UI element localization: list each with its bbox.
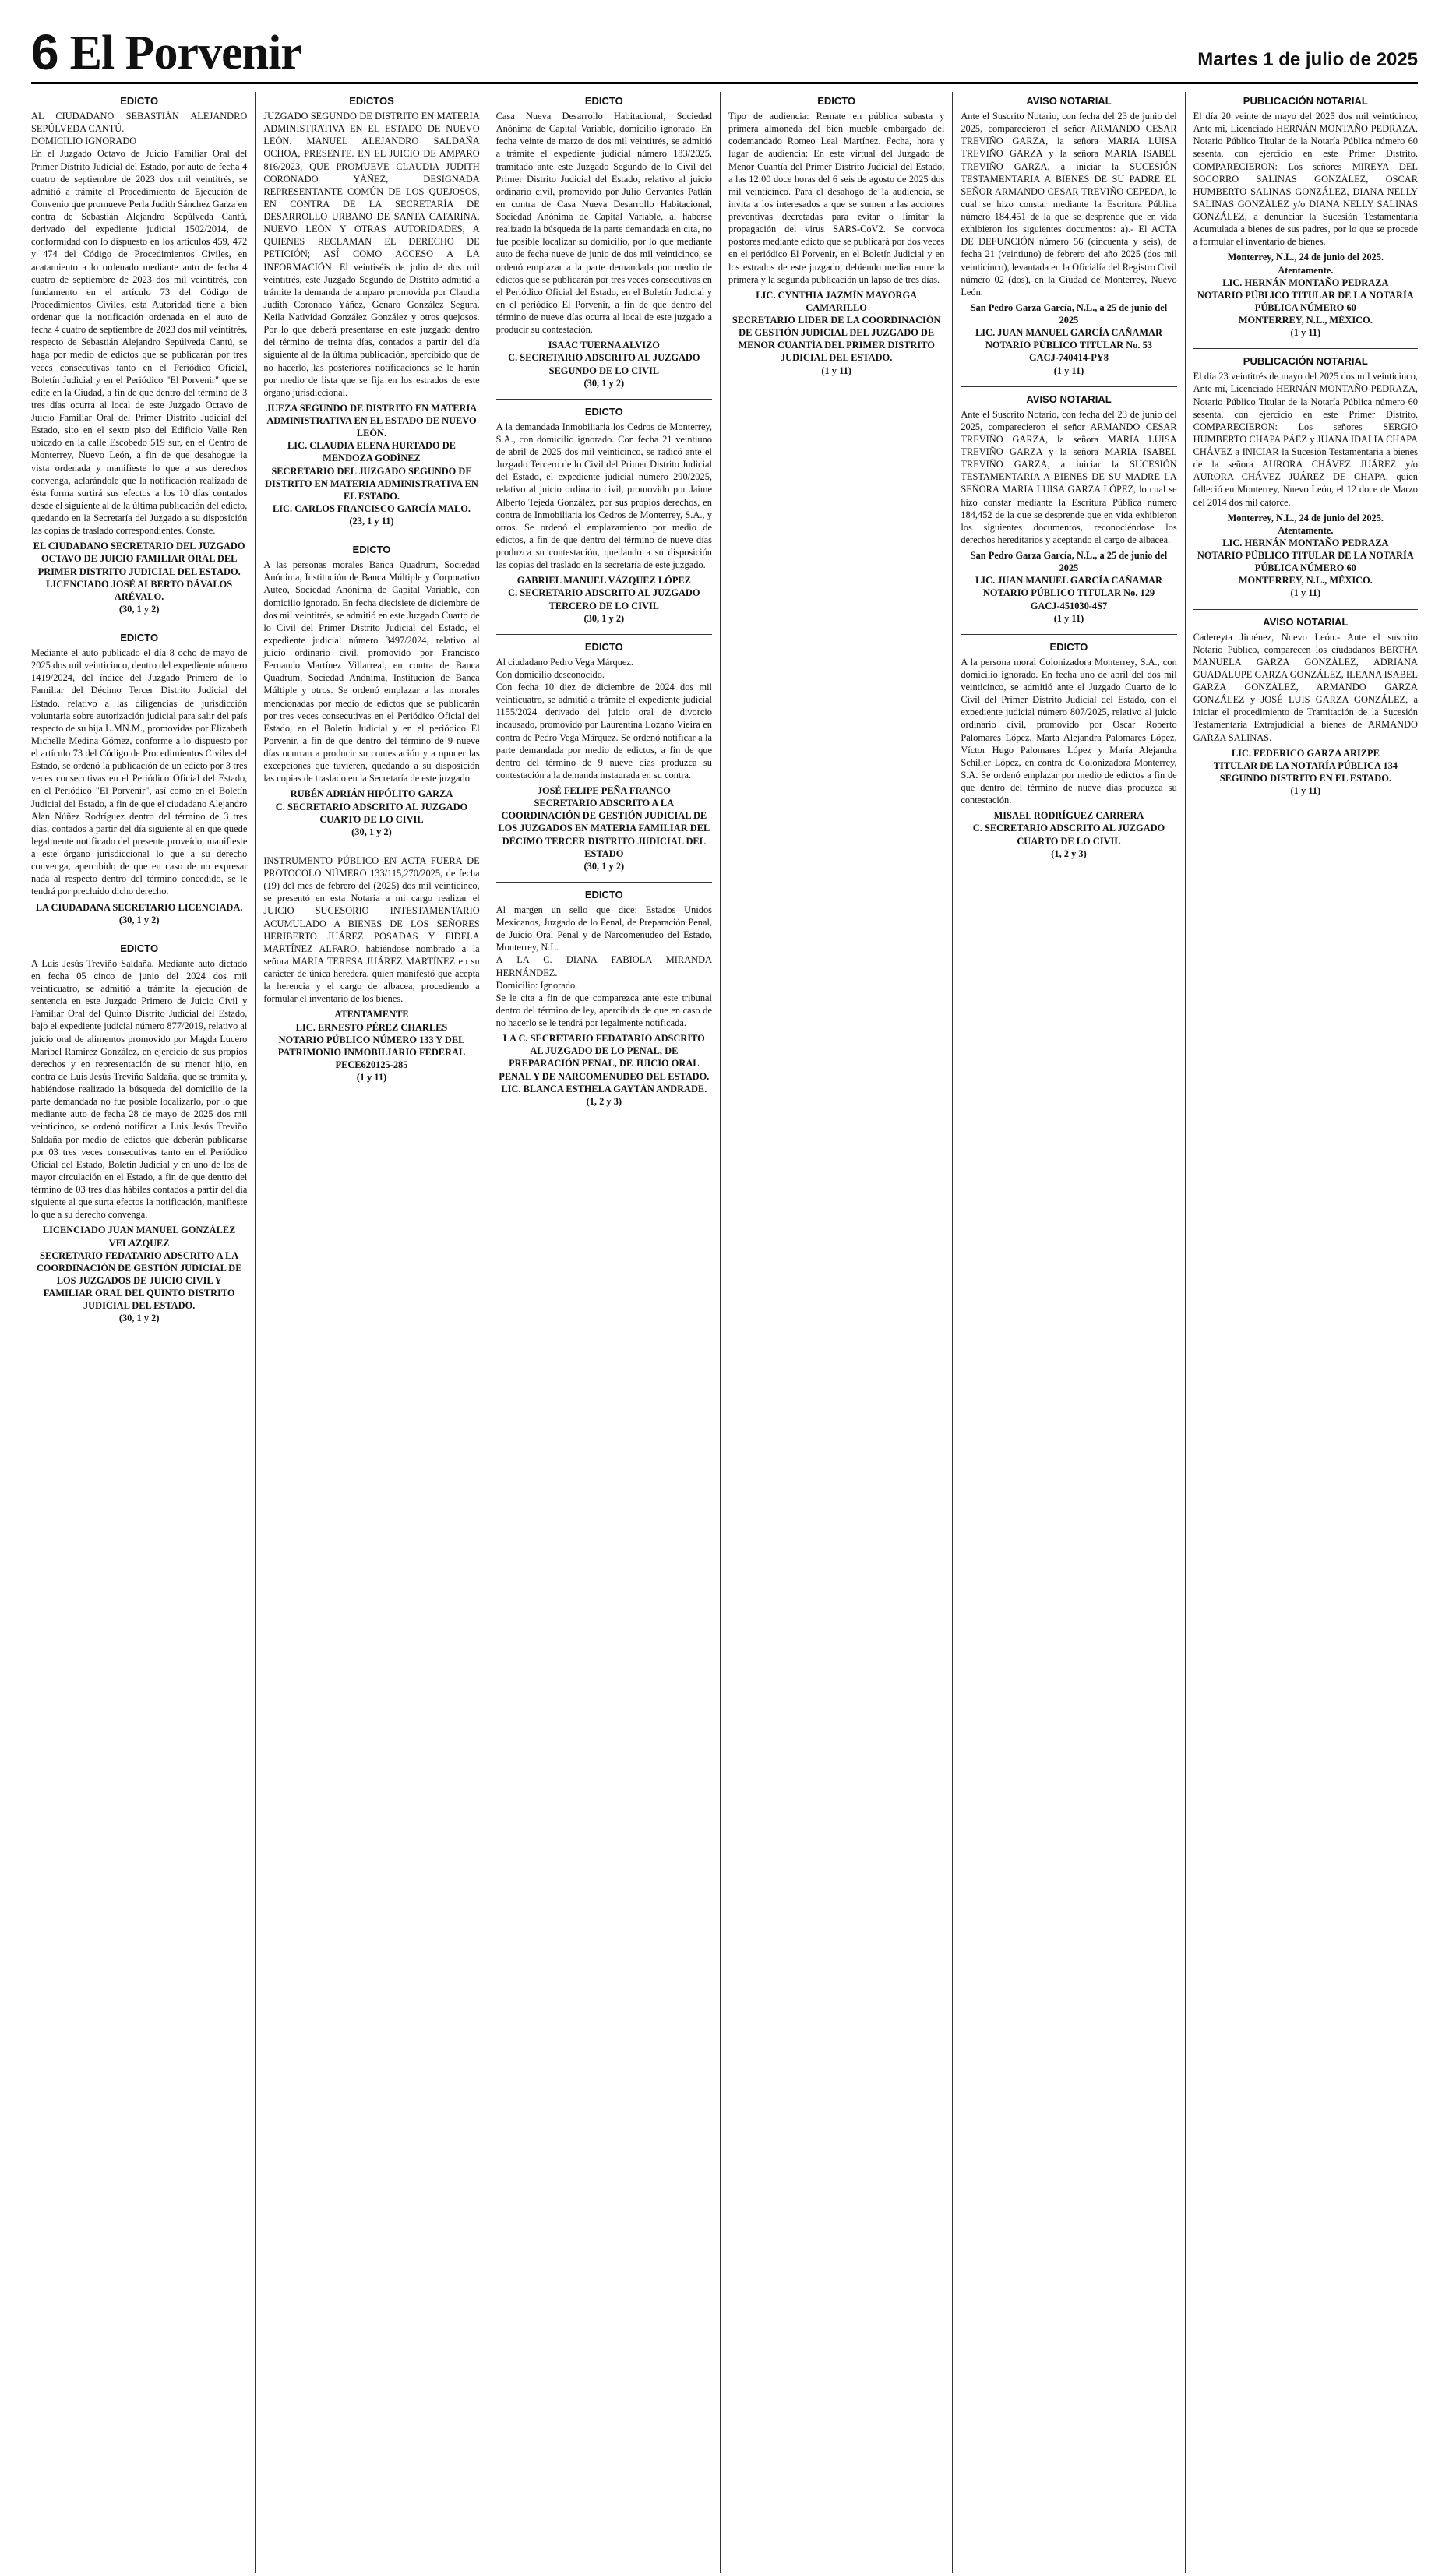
notice-body: Cadereyta Jiménez, Nuevo León.- Ante el suscrito Notario Público, comparecen los ciudadanos BERTHA MANUELA GARZA GONZÁLEZ, ADRIANA GUADALUPE GARZA GONZÁLEZ, ILEANA ISABEL GARZA GONZÁLEZ, ARMANDO GARZA GONZÁLEZ y JOSÉ LUIS GARZA GONZÁLEZ, a iniciar el procedimiento de Tramitación de la Sucesión Testamentaria Extrajudicial a bienes de ARMANDO GARZA SALINAS. xyxy=(1193,631,1418,743)
notice-title: AVISO NOTARIAL xyxy=(1026,95,1112,107)
legal-notice xyxy=(263,855,479,1084)
classifieds-columns xyxy=(31,92,1418,2573)
legal-notice xyxy=(263,95,479,527)
masthead-left xyxy=(31,24,301,80)
notice-title: EDICTO xyxy=(817,95,856,107)
column-5 xyxy=(961,92,1185,2573)
column-6 xyxy=(1193,92,1418,2573)
notice-title: EDICTO xyxy=(352,544,391,556)
notice-signature: LIC. CYNTHIA JAZMÍN MAYORGA CAMARILLO SECRETARIO LÍDER DE LA COORDINACIÓN DE GESTIÓN JUDICIAL DEL JUZGADO DE MENOR CUANTÍA DEL PRIMER DISTRITO JUDICIAL DEL ESTADO. (1 y 11) xyxy=(732,289,941,376)
notice-body: Al ciudadano Pedro Vega Márquez. Con domicilio desconocido. Con fecha 10 diez de diciembre de 2024 dos mil veinticuatro, se admitió a trámite el expediente judicial 1155/2024 derivado del juicio oral de divorcio incausado, promovido por Laurentina Lozano Vieira en contra de Pedro Vega Márquez. Se ordenó notificar a la parte demandada por medio de edictos, a fin de que dentro del término de 9 nueve días produzca su contestación a la demanda instaurada en su contra. xyxy=(495,656,712,781)
notice-title: AVISO NOTARIAL xyxy=(1026,393,1112,405)
page-number: 6 xyxy=(31,24,59,80)
notice-title: EDICTOS xyxy=(349,95,394,107)
notice-body: JUZGADO SEGUNDO DE DISTRITO EN MATERIA ADMINISTRATIVA EN EL ESTADO DE NUEVO LEÓN. MANUEL ALEJANDRO SALDAÑA OCHOA, PRESENTE. EN EL JUICIO DE AMPARO 816/2023, QUE PROMUEVE CLAUDIA JUDITH CORONADO YÁÑEZ, DESIGNADA REPRESENTANTE COMÚN DE LOS QUEJOSOS, EN CONTRA DE LA SECRETARÍA DE DESARROLLO URBANO DE SANTA CATARINA, NUEVO LEÓN Y OTRAS AUTORIDADES, A QUIENES RECLAMAN EL DERECHO DE PETICIÓN; ASÍ COMO ACCESO A LA INFORMACIÓN. El veintiséis de julio de dos mil veintitrés, este Juzgado Segundo de Distrito admitió a trámite la demanda de amparo promovida por Claudia Judith Coronado Yáñez, Genaro González Segura, Keila Natividad González González y otros quejosos. Por lo que deberá presentarse en este juzgado dentro del término de treinta días, contados a partir del día siguiente al de la última publicación, apercibido que de no hacerlo, las posteriores notificaciones se le harán por medio de lista que se fija en los estrados de este órgano jurisdiccional. xyxy=(263,111,480,398)
notice-divider xyxy=(961,386,1176,387)
notice-title: AVISO NOTARIAL xyxy=(1263,615,1349,628)
notice-body: A Luis Jesús Treviño Saldaña. Mediante auto dictado en fecha 05 cinco de junio del 2024 dos mil veinticuatro, se admitió a trámite la ejecución de sentencia en este Juzgado Primero de Juicio Civil y Familiar Oral del Quinto Distrito Judicial del Estado, bajo el expediente judicial número 877/2019, relativo al juicio oral de alimentos promovido por Magda Lucero Maribel Ramírez González, en ejercicio de sus propios derechos y en representación de su menor hijo, en contra de Luis Jesús Treviño Saldaña, que se tramita y, habiéndose realizado la búsqueda del domicilio de la parte demandada no fue posible localizarlo, por lo que mediante auto de fecha 28 de mayo de 2025 dos mil veinticinco, se ordenó notificar a Luis Jesús Treviño Saldaña por medio de edictos que deberán publicarse por 03 tres veces consecutivas tanto en el Periódico Oficial del Estado, Boletín Judicial y en uno de los de mayor circulación en el Estado, a fin de que dentro del término de 03 tres días hábiles contados a partir del día siguiente al que surta efectos la notificación, manifieste lo que a su derecho convenga. xyxy=(31,957,248,1221)
notice-signature: Monterrey, N.L., 24 de junio del 2025. Atentamente. LIC. HERNÁN MONTAÑO PEDRAZA NOTARIO PÚBLICO TITULAR DE LA NOTARÍA PÚBLICA NÚMERO 60 MONTERREY, N.L., MÉXICO. (1 y 11) xyxy=(1197,252,1414,339)
legal-notice xyxy=(961,641,1176,860)
notice-body: El día 20 veinte de mayo del 2025 dos mil veinticinco, Ante mí, Licenciado HERNÁN MONTAÑO PEDRAZA, Notario Público Titular de la Notaría Pública número 60 sesenta, con ejercicio en este Primer Distrito, COMPARECIERON: Los señores MIREYA DEL SOCORRO SALINAS GONZÁLEZ, OSCAR HUMBERTO SALINAS GONZÁLEZ, DIANA NELLY SALINAS GONZÁLEZ y/o DIANA NELLY SALINAS GONZÁLEZ, a denunciar la Sucesión Testamentaria Acumulada a bienes de sus padres, por lo que se procede a formular el inventario de bienes. xyxy=(1193,111,1418,248)
notice-body: El día 23 veintitrés de mayo del 2025 dos mil veinticinco, Ante mí, Licenciado HERNÁN MONTAÑO PEDRAZA, Notario Público Titular de la Notaría Pública número 60 sesenta, con ejercicio en este Primer Distrito, COMPARECIERON: Los señores SERGIO HUMBERTO CHAPA PÁEZ y JUANA IDALIA CHAPA CHÁVEZ a INICIAR la Sucesión Testamentaria a bienes de la señora AURORA CHÁVEZ JUÁREZ y/o AURORA CHÁVEZ JUÁREZ DE CHAPA, quien falleció en Monterrey, Nuevo León, el 12 doce de Marzo del 2014 dos mil catorce. xyxy=(1193,371,1418,508)
legal-notice xyxy=(961,393,1176,625)
legal-notice xyxy=(728,95,944,377)
legal-notice xyxy=(263,544,479,838)
notice-body: INSTRUMENTO PÚBLICO EN ACTA FUERA DE PROTOCOLO NÚMERO 133/115,270/2025, de fecha (19) del mes de febrero del (2025) dos mil veinticinco, se presentó en esta Notaría a mi cargo realizar el JUICIO SUCESORIO INTESTAMENTARIO ACUMULADO A BIENES DE LOS SEÑORES HERIBERTO JUÁREZ POSADAS Y FIDELA MARTÍNEZ ALFARO, habiéndose nombrado a la señora MARIA TERESA JUÁREZ MARTÍNEZ en su carácter de única heredera, quien manifestó que acepta la herencia y el cargo de albacea, procediendo a formular el inventario de los bienes. xyxy=(263,855,480,1005)
column-2 xyxy=(263,92,488,2573)
legal-notice xyxy=(496,406,712,625)
legal-notice xyxy=(961,95,1176,377)
notice-divider xyxy=(496,634,712,635)
legal-notice xyxy=(1193,95,1418,339)
notice-title: EDICTO xyxy=(120,95,159,107)
notice-signature: MISAEL RODRÍGUEZ CARRERA C. SECRETARIO ADSCRITO AL JUZGADO CUARTO DE LO CIVIL (1, 2 y 3) xyxy=(972,810,1165,859)
column-1 xyxy=(31,92,256,2573)
notice-title: EDICTO xyxy=(120,942,159,954)
notice-signature: ISAAC TUERNA ALVIZO C. SECRETARIO ADSCRITO AL JUZGADO SEGUNDO DE LO CIVIL (30, 1 y 2) xyxy=(508,340,700,389)
notice-signature: RUBÉN ADRIÁN HIPÓLITO GARZA C. SECRETARIO ADSCRITO AL JUZGADO CUARTO DE LO CIVIL (30, 1 y 2) xyxy=(275,788,468,837)
notice-title: EDICTO xyxy=(584,888,623,900)
notice-title: EDICTO xyxy=(584,95,623,107)
legal-notice xyxy=(31,95,247,615)
issue-date: Martes 1 de julio de 2025 xyxy=(1197,49,1418,70)
newspaper-logo: El Porvenir xyxy=(69,26,301,79)
column-3 xyxy=(496,92,721,2573)
notice-signature: ATENTAMENTE LIC. ERNESTO PÉREZ CHARLES NOTARIO PÚBLICO NÚMERO 133 Y DEL PATRIMONIO INMOBILIARIO FEDERAL PECE620125-285 (1 y 11) xyxy=(277,1009,466,1083)
legal-notice xyxy=(496,641,712,872)
notice-divider xyxy=(496,882,712,883)
legal-notice xyxy=(496,889,712,1108)
notice-divider xyxy=(961,634,1176,635)
legal-notice xyxy=(31,943,247,1325)
notice-body: A las personas morales Banca Quadrum, Sociedad Anónima, Institución de Banca Múltiple y Corporativo Auteo, Sociedad Anónima de Capital Variable, con domicilio ignorado. En fecha diecisiete de diciembre de dos mil veintitrés, se admitió en este Juzgado Cuarto de lo Civil del Primer Distrito Judicial del Estado, el expediente judicial número 3497/2024, relativo al juicio ordinario civil, promovido por Francisco Fernando Martínez Villarreal, en contra de Banca Quadrum, Sociedad Anónima, Institución de Banca Múltiple y otros. Se ordenó emplazar a las morales mencionadas por medio de edictos que se publicarán por tres veces consecutivas en el Periódico Oficial del Estado, en el Boletín Judicial y en el periódico El Porvenir, a fin de que dentro del término de 9 nueve días ocurran a producir su contestación y a oponer las excepciones que tuvieren, quedando a su disposición las copias de traslado en la Secretaría de este juzgado. xyxy=(263,559,480,784)
notice-body: Ante el Suscrito Notario, con fecha del 23 de junio del 2025, comparecieron el señor ARMANDO CESAR TREVIÑO GARZA, la señora MARIA LUISA TREVIÑO GARZA y la señora MARIA ISABEL TREVIÑO GARZA, a iniciar la SUCESIÓN TESTAMENTARIA A BIENES DE SU PADRE EL SEÑOR ARMANDO CESAR TREVIÑO CEPEDA, lo cual se hizo constar mediante la Escritura Pública número 184,451 de la que se desprende que en vida exhibieron los siguientes documentos: a).- El ACTA DE DEFUNCIÓN número 56 (cincuenta y seis), de fecha 21 (veintiuno) de febrero del año 2025 (dos mil veinticinco), levantada en la Oficialía del Registro Civil número 02 (dos), en la Ciudad de Monterrey, Nuevo León. xyxy=(961,111,1177,298)
notice-title: PUBLICACIÓN NOTARIAL xyxy=(1243,355,1368,368)
legal-notice xyxy=(1193,616,1418,798)
notice-body: Al margen un sello que dice: Estados Unidos Mexicanos, Juzgado de lo Penal, de Preparación Penal, de Juicio Oral Penal y de Narcomenudeo del Estado, Monterrey, N.L. A LA C. DIANA FABIOLA MIRANDA HERNÁNDEZ. Domicilio: Ignorado. Se le cita a fin de que comparezca ante este tribunal dentro del término de ley, apercibida de que en caso de no hacerlo se le tendrá por legalmente notificada. xyxy=(495,904,712,1028)
notice-signature: JOSÉ FELIPE PEÑA FRANCO SECRETARIO ADSCRITO A LA COORDINACIÓN DE GESTIÓN JUDICIAL DE LOS JUZGADOS EN MATERIA FAMILIAR DEL DÉCIMO TERCER DISTRITO JUDICIAL DEL ESTADO (30, 1 y 2) xyxy=(498,785,710,872)
notice-title: EDICTO xyxy=(584,405,623,418)
legal-notice xyxy=(496,95,712,389)
notice-signature: San Pedro Garza García, N.L., a 25 de junio del 2025 LIC. JUAN MANUEL GARCÍA CAÑAMAR NOTARIO PÚBLICO TITULAR No. 129 GACJ-451030-4S7 (1 y 11) xyxy=(970,550,1168,624)
notice-signature: LA CIUDADANA SECRETARIO LICENCIADA. (30, 1 y 2) xyxy=(35,901,243,925)
notice-signature: LICENCIADO JUAN MANUEL GONZÁLEZ VELAZQUEZ SECRETARIO FEDATARIO ADSCRITO A LA COORDINACIÓN DE GESTIÓN JUDICIAL DE LOS JUZGADOS DE JUICIO CIVIL Y FAMILIAR ORAL DEL QUINTO DISTRITO JUDICIAL DEL ESTADO. (30, 1 y 2) xyxy=(36,1225,242,1324)
notice-body: Ante el Suscrito Notario, con fecha del 23 de junio del 2025, comparecieron el señor ARMANDO CESAR TREVIÑO GARZA, la señora MARIA LUISA TREVIÑO GARZA y la señora MARIA ISABEL TREVIÑO GARZA, a iniciar la SUCESIÓN TESTAMENTARIA A BIENES DE SU MADRE LA SEÑORA MARIA LUISA GARZA LÓPEZ, lo cual se hizo constar mediante la Escritura Pública número 184,452 de la que se desprende que en vida exhibieron los siguientes documentos, reconociéndose los derechos hereditarios y aceptando el cargo de albacea. xyxy=(961,408,1177,545)
notice-signature: EL CIUDADANO SECRETARIO DEL JUZGADO OCTAVO DE JUICIO FAMILIAR ORAL DEL PRIMER DISTRITO JUDICIAL DEL ESTADO. LICENCIADO JOSÉ ALBERTO DÁVALOS ARÉVALO. (30, 1 y 2) xyxy=(33,541,245,615)
notice-signature: GABRIEL MANUEL VÁZQUEZ LÓPEZ C. SECRETARIO ADSCRITO AL JUZGADO TERCERO DE LO CIVIL (30, 1 y 2) xyxy=(508,575,700,624)
notice-title: EDICTO xyxy=(120,632,159,643)
column-4 xyxy=(728,92,953,2573)
notice-signature: Monterrey, N.L., 24 de junio del 2025. Atentamente. LIC. HERNÁN MONTAÑO PEDRAZA NOTARIO PÚBLICO TITULAR DE LA NOTARÍA PÚBLICA NÚMERO 60 MONTERREY, N.L., MÉXICO. (1 y 11) xyxy=(1197,512,1414,599)
notice-body: A la demandada Inmobiliaria los Cedros de Monterrey, S.A., con domicilio ignorado. Con fecha 21 veintiuno de abril de 2025 dos mil veinticinco, se radicó ante el Juzgado Tercero de lo Civil del Primer Distrito Judicial del Estado, el expediente judicial número 290/2025, relativo al juicio ordinario civil, promovido por Jaime Alberto Tejeda González, por sus propios derechos, en contra de Inmobiliaria los Cedros de Monterrey, S.A., y otros. Se ordenó el emplazamiento por medio de edictos, a fin de que dentro del término de nueve días produzca su contestación, quedando a su disposición las copias del traslado en la secretaría de este juzgado. xyxy=(495,421,712,571)
notice-body: Mediante el auto publicado el día 8 ocho de mayo de 2025 dos mil veinticinco, dentro del expediente número 1419/2024, del índice del Juzgado Primero de lo Familiar del Décimo Tercer Distrito Judicial del Estado, relativo a las diligencias de jurisdicción voluntaria sobre autorización judicial para salir del país respecto de su hija L.MN.M., promovidas por Elizabeth Michelle Medina Gómez, conforme a lo dispuesto por el artículo 73 del Código de Procedimientos Civiles del Estado, se ordenó la publicación de un edicto por 3 tres veces consecutivas en el Periódico Oficial del Estado, en el Periódico "El Porvenir", así como en el Boletín Judicial del Estado, a fin de que el ciudadano Alejandro Alan Núñez Rodríguez dentro del término de 3 tres días, contados a partir del día siguiente al en que quede legalmente notificado del presente proveído, manifieste a este órgano jurisdiccional lo que a su derecho convenga, apercibido de que en caso de no expresar nada al respecto dentro del término concedido, se le tendrá por precluido dicho derecho. xyxy=(31,647,248,897)
notice-title: EDICTO xyxy=(584,640,623,653)
legal-notice xyxy=(1193,355,1418,599)
notice-signature: LA C. SECRETARIO FEDATARIO ADSCRITO AL JUZGADO DE LO PENAL, DE PREPARACIÓN PENAL, DE JUICIO ORAL PENAL Y DE NARCOMENUDEO DEL ESTADO. LIC. BLANCA ESTHELA GAYTÁN ANDRADE. (1, 2 y 3) xyxy=(499,1033,710,1107)
notice-body: Tipo de audiencia: Remate en pública subasta y primera almoneda del bien mueble embargado del codemandado Romeo Leal Martínez. Fecha, hora y lugar de audiencia: En este virtual del Juzgado de Menor Cuantía del Primer Distrito Judicial del Estado, a las 12:00 doce horas del 6 seis de agosto de 2025 dos mil veinticinco. Para el desahogo de la audiencia, se invita a los interesados a que se sumen a las acciones preventivas decretadas para evitar o limitar la propagación del virus SARS-CoV2. Se convoca postores mediante edicto que se publicará por dos veces en el periódico El Porvenir, en el Boletín Judicial y en los estrados de este juzgado, debiendo mediar entre la primera y la segunda publicación un lapso de tres días. xyxy=(728,111,945,285)
masthead xyxy=(31,0,1418,84)
notice-body: A la persona moral Colonizadora Monterrey, S.A., con domicilio ignorado. En fecha uno de abril del dos mil veinticinco, se admitió ante el Juzgado Cuarto de lo Civil del Primer Distrito Judicial del Estado, con el expediente judicial número 807/2025, relativo al juicio ordinario civil, promovido por Oscar Roberto Palomares López, Marta Alejandra Palomares López, Víctor Hugo Palomares López y María Alejandra Schiller López, en contra de Colonizadora Monterrey, S.A. Se ordenó emplazar por medio de edictos a fin de que dentro del término de nueve días produzca su contestación. xyxy=(961,656,1177,806)
legal-notice xyxy=(31,632,247,926)
notice-body: AL CIUDADANO SEBASTIÁN ALEJANDRO SEPÚLVEDA CANTÚ. DOMICILIO IGNORADO En el Juzgado Octavo de Juicio Familiar Oral del Primer Distrito Judicial del Estado, por auto de fecha 4 cuatro de septiembre de 2023 dos mil veintitrés, se admitió a trámite el Procedimiento de Ejecución de Convenio que promueve Perla Judith Sánchez Garza en contra de Sebastián Alejandro Sepúlveda Cantú, derivado del expediente judicial 1502/2014, de conformidad con lo dispuesto en los artículos 459, 472 y 474 del Código de Procedimientos Civiles, en acatamiento a lo ordenado mediante auto de fecha 4 cuatro de septiembre de 2023 dos mil veintitrés, con fundamento en el artículo 73 del Código de Procedimientos Civiles, esta Autoridad tiene a bien ordenar que la notificación ordenada en el auto de fecha 4 cuatro de septiembre de 2023 dos mil veintitrés, respecto de Sebastián Alejandro Sepúlveda Cantú, se haga por medio de edictos que se publicarán por tres veces consecutivas tanto en el Periódico Oficial, Boletín Judicial y en el Periódico "El Porvenir" que se edite en la Ciudad, a fin de que dentro del término de 3 tres días ocurra al local de este Juzgado Octavo de Juicio Familiar Oral del Primer Distrito Judicial del Estado, sito en el sexto piso del Edificio Valle Ren ubicado en la calle Escobedo 519 sur, en el Centro de Monterrey, Nuevo León, a fin de que desahogue la vista ordenada y manifieste lo que a sus derechos convenga, aclarándole que la notificación realizada de ésta forma surtirá sus efectos a los 10 días contados desde el siguiente al de la última publicación del edicto, quedando en la Secretaría del Juzgado a su disposición las copias de traslado correspondientes. Conste. xyxy=(31,111,248,537)
notice-title: EDICTO xyxy=(1049,640,1088,653)
notice-signature: San Pedro Garza García, N.L., a 25 de junio del 2025 LIC. JUAN MANUEL GARCÍA CAÑAMAR NOTARIO PÚBLICO TITULAR No. 53 GACJ-740414-PY8 (1 y 11) xyxy=(970,301,1168,376)
notice-body: Casa Nueva Desarrollo Habitacional, Sociedad Anónima de Capital Variable, domicilio ignorado. En fecha veinte de marzo de dos mil veintitrés, se admitió a trámite el expediente judicial número 183/2025, tramitado ante este Juzgado Segundo de lo Civil del Primer Distrito Judicial del Estado, relativo al juicio ordinario civil, promovido por Julio Cervantes Patlán en contra de Casa Nueva Desarrollo Habitacional, Sociedad Anónima de Capital Variable, al haberse realizado la búsqueda de la parte demandada en cita, no fue posible localizar su domicilio, por lo que mediante auto de fecha nueve de junio de dos mil veinticinco, se ordenó emplazar a la parte demandada por medio de edictos que se publicarán por tres veces consecutivas en el Periódico Oficial del Estado, en el Boletín Judicial y en el periódico El Porvenir, a fin de que dentro del término de nueve días ocurra al local de este juzgado a producir su contestación. xyxy=(495,111,712,336)
notice-title: PUBLICACIÓN NOTARIAL xyxy=(1243,95,1368,107)
notice-divider xyxy=(496,399,712,400)
notice-signature: LIC. FEDERICO GARZA ARIZPE TITULAR DE LA NOTARÍA PÚBLICA 134 SEGUNDO DISTRITO EN EL ESTADO. (1 y 11) xyxy=(1213,747,1398,796)
notice-divider xyxy=(1193,609,1418,610)
notice-divider xyxy=(1193,348,1418,349)
notice-signature: JUEZA SEGUNDO DE DISTRITO EN MATERIA ADMINISTRATIVA EN EL ESTADO DE NUEVO LEÓN. LIC. CLAUDIA ELENA HURTADO DE MENDOZA GODÍNEZ SECRETARIO DEL JUZGADO SEGUNDO DE DISTRITO EN MATERIA ADMINISTRATIVA EN EL ESTADO. LIC. CARLOS FRANCISCO GARCÍA MALO. (23, 1 y 11) xyxy=(265,402,478,527)
